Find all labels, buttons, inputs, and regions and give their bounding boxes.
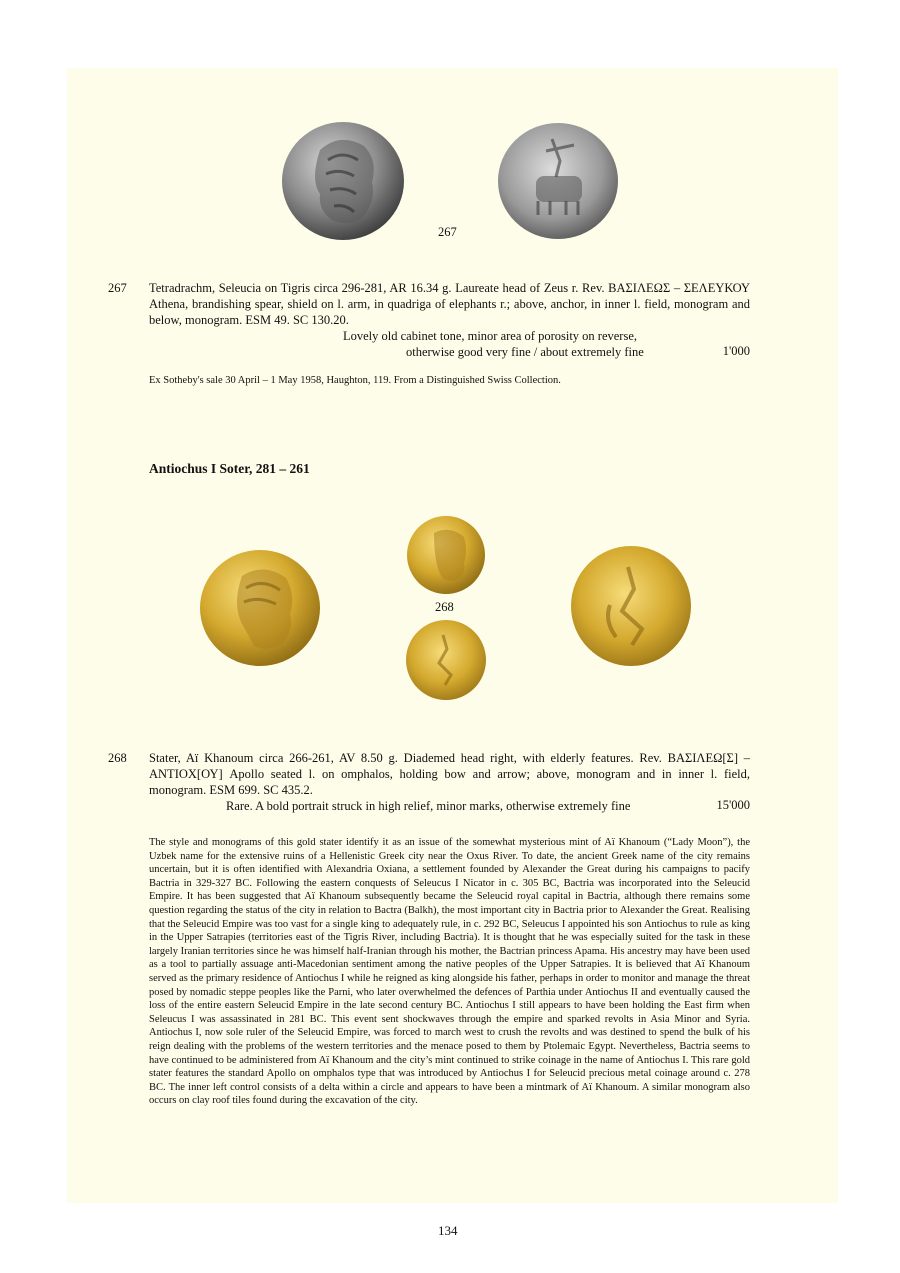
lot-267-price: 1'000 [722,344,750,358]
lot-268-obverse-large-image [198,548,322,668]
lot-267-image-caption: 267 [438,225,457,239]
lot-268-reverse-small-image [405,619,487,701]
lot-268-price: 15'000 [716,798,750,812]
lot-268-number: 268 [108,751,127,765]
lot-267-condition-line1: Lovely old cabinet tone, minor area of porosity on reverse, [343,329,638,343]
lot-268-condition: Rare. A bold portrait struck in high relief, minor marks, otherwise extremely fine [226,799,631,813]
lot-268-note: The style and monograms of this gold stater identify it as an issue of the somewhat mysterious mint of Aï Khanoum (“Lady Moon”), the Uzbek name for the extensive ruins of a Hellenistic Greek city near the Oxus River. To date, the ancient Greek name of the city remains uncertain, but it is often identified with Alexandria Oxiana, a settlement founded by Alexander the Great during his campaigns to pacify Bactria in 329-327 BC. Following the eastern conquests of Seleucus I Nicator in c. 305 BC, Bactria was incorporated into the Seleucid Empire. It has been suggested that Aï Khanoum subsequently became the Seleucid royal capital in Bactria, although there remains some question regarding the status of the city in relation to Bactra (Balkh), the most important city in Bactria prior to Alexander the Great. Realising that the Seleucid Empire was too vast for a single king to adequately rule, in c. 292 BC, Seleucus I appointed his son Antiochus to rule as king in the Upper Satrapies (territories east of the Tigris River, including Bactria). It is thought that he was especially suited for the task in these largely Iranian territories since he was himself half-Iranian through his mother, the Bactrian princess Apama. His ancestry may have been used as a tool to partially assuage anti-Macedonian sentiment among the native peoples of the Upper Satrapies. It is believed that Aï Khanoum served as the primary residence of Antiochus I while he reigned as king alongside his father, perhaps in order to monitor and manage the threat posed by nomadic steppe peoples like the Parni, who later overwhelmed the defences of Parthia under Antiochus II and eventually caused the loss of the entire eastern Seleucid Empire in the late second century BC. Antiochus I still appears to have been holding the East firm when Seleucus I was assassinated in 281 BC. This event sent shockwaves through the empire and sparked revolts in Asia Minor and Syria. Antiochus I, now sole ruler of the Seleucid Empire, was forced to march west to crush the revolts and was destined to spend the bulk of his reign dealing with the problems of the western territories and the menace posed to them by Ptolemaic Egypt. Nevertheless, Bactria seems to have continued to be administered from Aï Khanoum and the city’s mint continued to strike coinage in the name of Antiochus I. This rare gold stater features the standard Apollo on omphalos type that was introduced by Antiochus I for Seleucid precious metal coinage around c. 278 BC. The inner left control consists of a delta within a circle and appears to have been a mintmark of Aï Khanoum. A similar monogram also occurs on clay roof tiles found during the excavation of the city. [149,837,750,1107]
lot-267-provenance: Ex Sotheby's sale 30 April – 1 May 1958, Haughton, 119. From a Distinguished Swiss Collection. [149,375,561,386]
section-heading: Antiochus I Soter, 281 – 261 [149,461,310,476]
lot-267-number: 267 [108,281,127,295]
lot-267-description: Tetradrachm, Seleucia on Tigris circa 296-281, AR 16.34 g. Laureate head of Zeus r. Rev. ΒΑΣΙΛΕΩΣ – ΣΕΛΕΥΚΟΥ Athena, brandishing spear, shield on l. arm, in quadriga of elephants r.; above, anchor, in inner l. field, monogram and below, monogram. ESM 49. SC 130.20. [149,281,750,327]
lot-267-obverse-image [280,120,406,242]
lot-267-condition-line2: otherwise good very fine / about extremely fine [406,345,644,359]
lot-268-description: Stater, Aï Khanoum circa 266-261, AV 8.50 g. Diademed head right, with elderly features. Rev. ΒΑΣΙΛΕΩ[Σ] – ΑΝΤΙΟΧ[ΟΥ] Apollo seated l. on omphalos, holding bow and arrow; above, monogram and in inner l. field, monogram. ESM 699. SC 435.2. [149,751,750,797]
lot-268-image-caption: 268 [435,600,454,614]
lot-268-obverse-small-image [406,515,486,595]
lot-267-reverse-image [496,121,620,241]
lot-268-reverse-large-image [570,545,692,667]
page-number: 134 [438,1223,458,1238]
